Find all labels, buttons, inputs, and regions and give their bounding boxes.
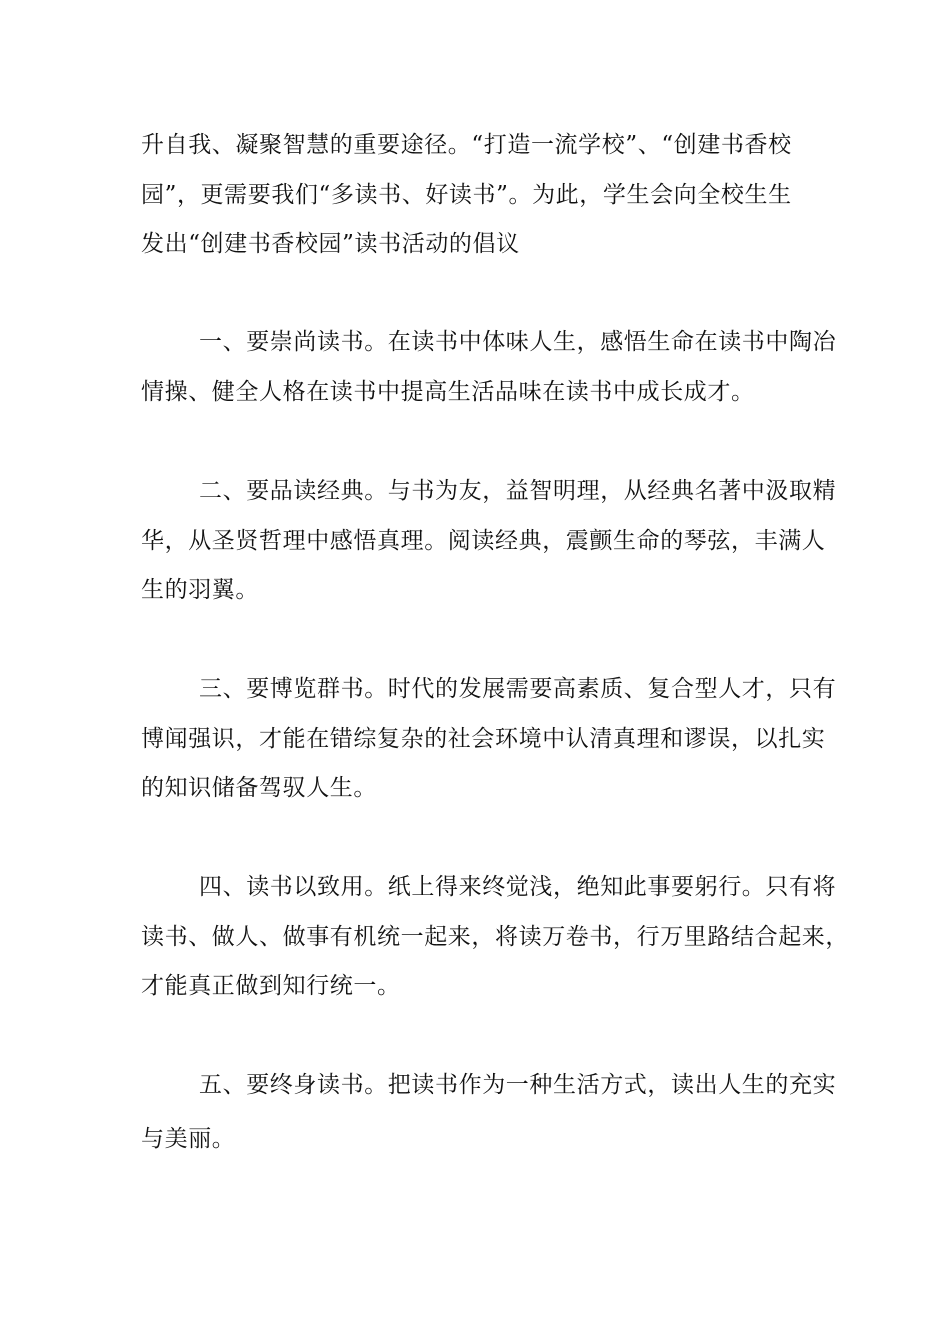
item-2-line: 华，从圣贤哲理中感悟真理。阅读经典，震颤生命的琴弦，丰满人 xyxy=(141,528,826,554)
intro-line: 园”，更需要我们“多读书、好读书”。为此，学生会向全校生生 xyxy=(141,182,792,208)
item-4-line: 读书、做人、做事有机统一起来，将读万卷书，行万里路结合起来， xyxy=(141,924,849,950)
item-3-line: 博闻强识，才能在错综复杂的社会环境中认清真理和谬误，以扎实 xyxy=(141,726,826,752)
intro-line: 发出“创建书香校园”读书活动的倡议 xyxy=(141,231,520,257)
item-4-line: 才能真正做到知行统一。 xyxy=(141,973,401,999)
item-2-line: 生的羽翼。 xyxy=(141,577,259,603)
item-4-line: 四、读书以致用。纸上得来终觉浅，绝知此事要躬行。只有将 xyxy=(199,874,837,900)
item-3-line: 的知识储备驾驭人生。 xyxy=(141,775,377,801)
item-1-line: 一、要崇尚读书。在读书中体味人生，感悟生命在读书中陶冶 xyxy=(199,329,837,355)
item-5-line: 五、要终身读书。把读书作为一种生活方式，读出人生的充实 xyxy=(199,1072,837,1098)
item-5-line: 与美丽。 xyxy=(141,1126,236,1152)
item-3-line: 三、要博览群书。时代的发展需要高素质、复合型人才，只有 xyxy=(199,676,837,702)
item-2-line: 二、要品读经典。与书为友，益智明理，从经典名著中汲取精 xyxy=(199,478,837,504)
item-1-line: 情操、健全人格在读书中提高生活品味在读书中成长成才。 xyxy=(141,379,755,405)
intro-line: 升自我、凝聚智慧的重要途径。“打造一流学校”、“创建书香校 xyxy=(141,132,792,158)
